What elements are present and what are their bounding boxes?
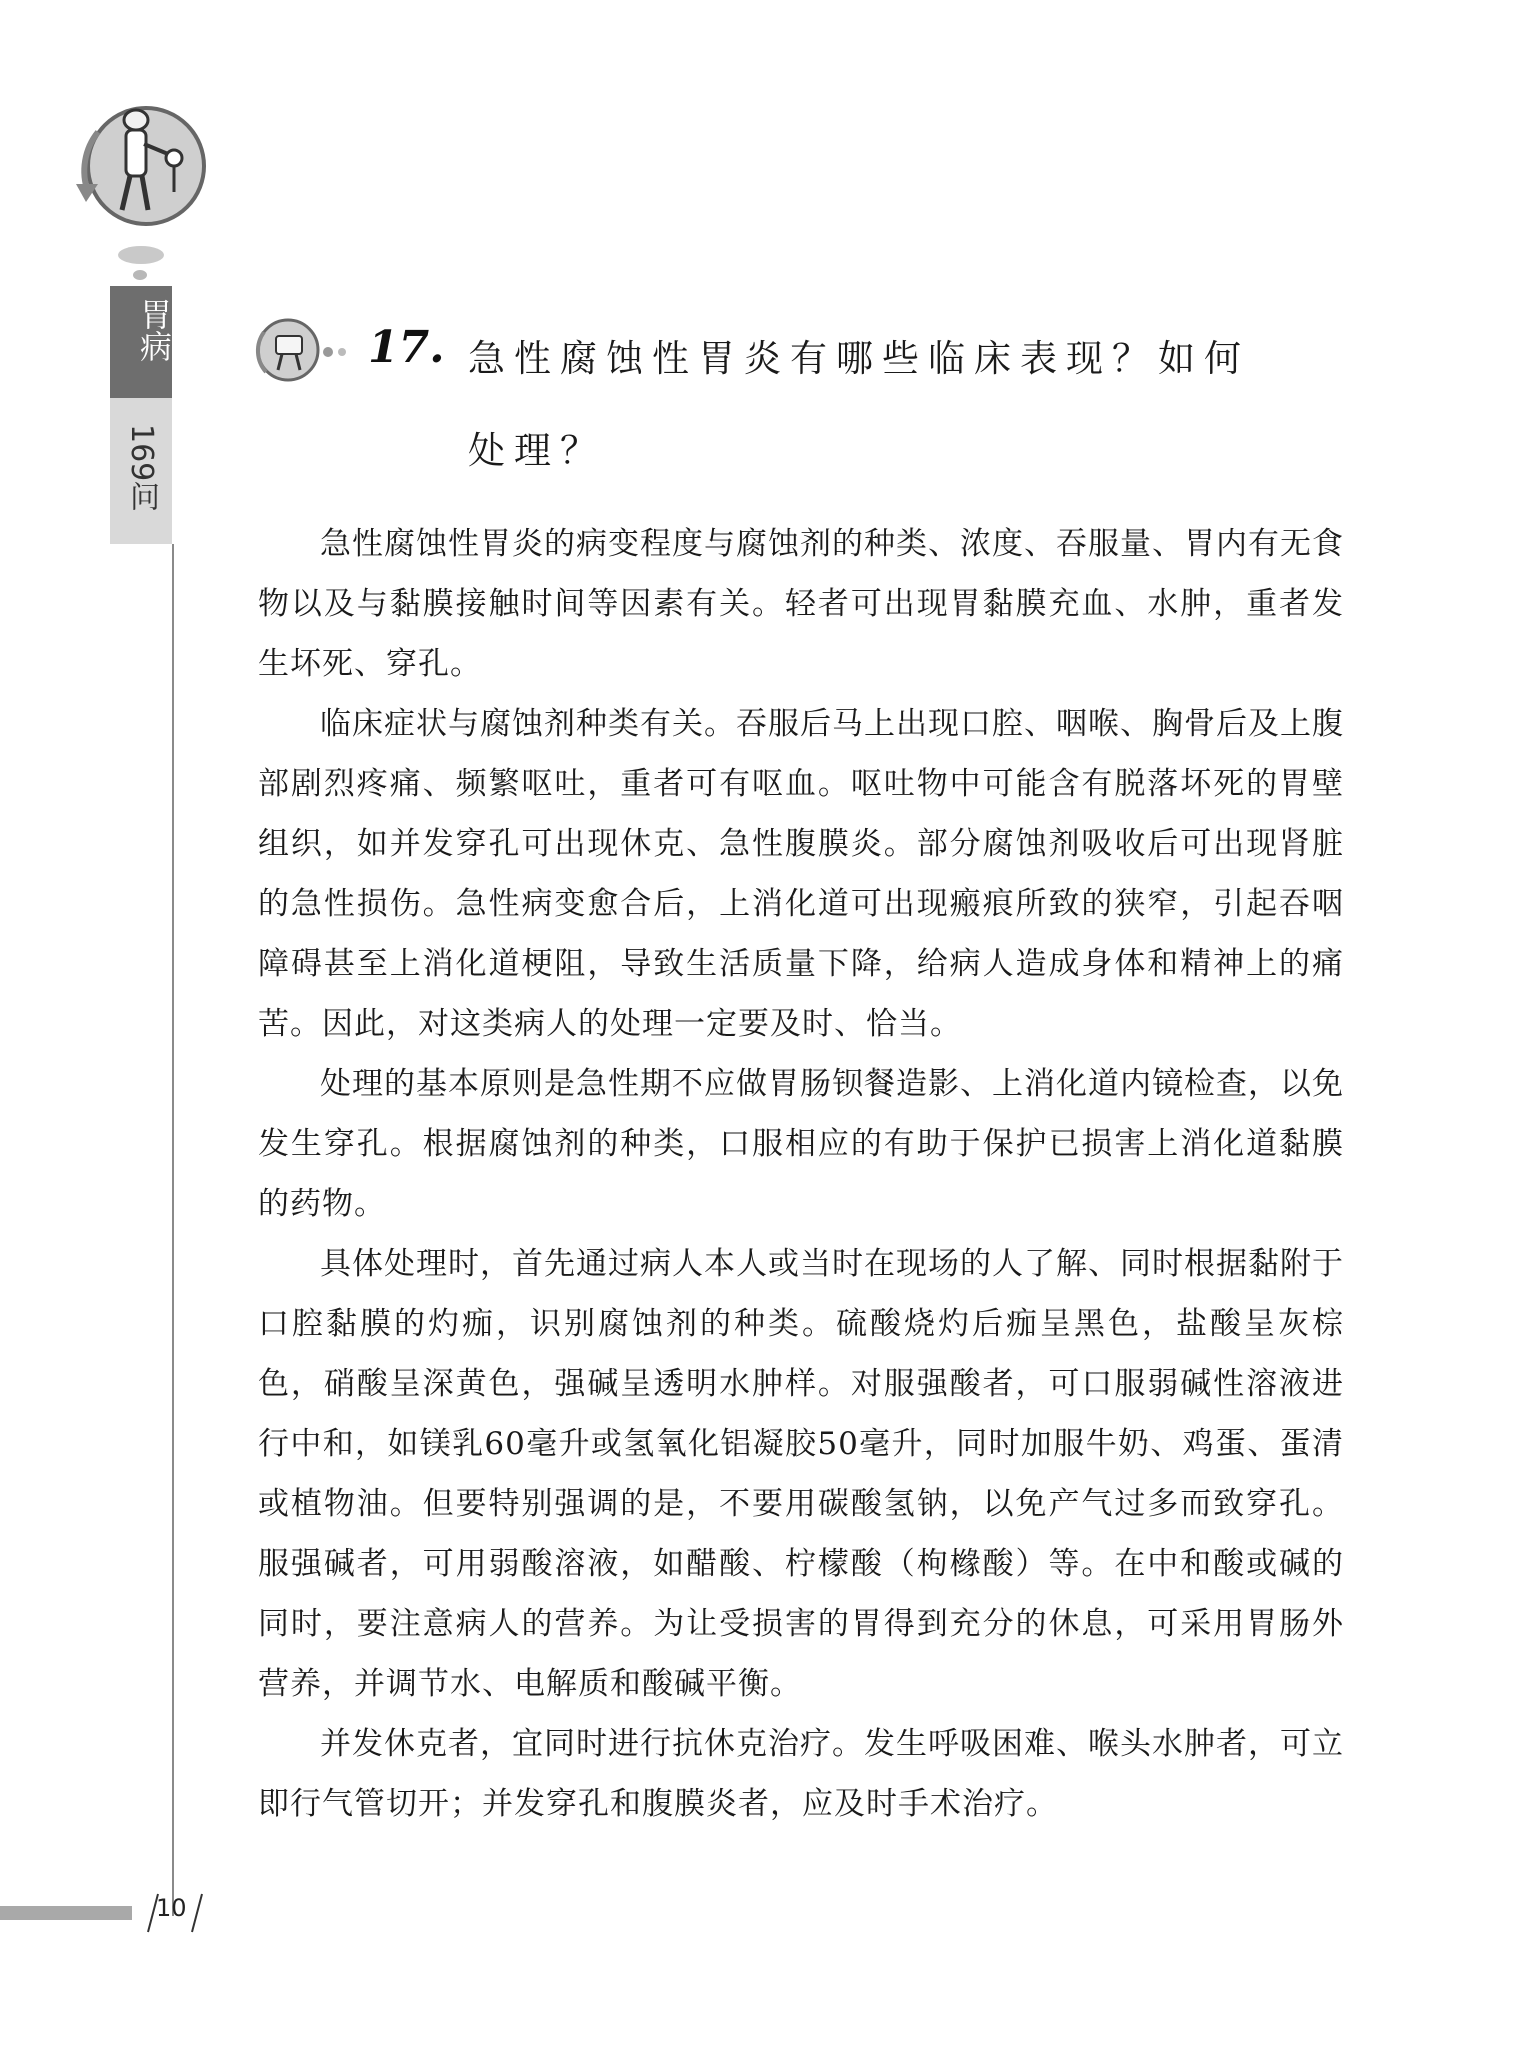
question-title-line-2: 处理？ — [468, 429, 606, 472]
chapter-tab — [110, 286, 172, 398]
question-title-line-1: 急性腐蚀性胃炎有哪些临床表现？如何 — [468, 337, 1250, 380]
answer-body — [258, 514, 1344, 1834]
chapter-tab-title: 胃病 — [135, 298, 173, 362]
mascot-dot — [133, 270, 147, 280]
book-subtitle: 169问 — [124, 424, 159, 512]
footer-bar — [0, 1906, 132, 1920]
page-number: 10 — [156, 1894, 187, 1922]
mascot-shadow — [118, 246, 164, 264]
sidebar-divider — [172, 544, 174, 1916]
book-subtitle-tab — [110, 398, 172, 544]
page-number-block — [130, 1888, 210, 1938]
paragraph: 急性腐蚀性胃炎的病变程度与腐蚀剂的种类、浓度、吞服量、胃内有无食物以及与黏膜接触时间等因素有关。轻者可出现胃黏膜充血、水肿，重者发生坏死、穿孔。 — [258, 526, 1344, 682]
question-number: 17. — [368, 322, 445, 373]
mascot-icon — [68, 92, 218, 242]
paragraph: 临床症状与腐蚀剂种类有关。吞服后马上出现口腔、咽喉、胸骨后及上腹部剧烈疼痛、频繁呕吐，重者可有呕血。呕吐物中可能含有脱落坏死的胃壁组织，如并发穿孔可出现休克、急性腹膜炎。部分腐蚀剂吸收后可出现肾脏的急性损伤。急性病变愈合后，上消化道可出现瘢痕所致的狭窄，引起吞咽障碍甚至上消化道梗阻，导致生活质量下降，给病人造成身体和精神上的痛苦。因此，对这类病人的处理一定要及时、恰当。 — [258, 706, 1344, 1042]
question-mascot-icon — [252, 310, 352, 390]
paragraph: 具体处理时，首先通过病人本人或当时在现场的人了解、同时根据黏附于口腔黏膜的灼痂，识别腐蚀剂的种类。硫酸烧灼后痂呈黑色，盐酸呈灰棕色，硝酸呈深黄色，强碱呈透明水肿样。对服强酸者，可口服弱碱性溶液进行中和，如镁乳60毫升或氢氧化铝凝胶50毫升，同时加服牛奶、鸡蛋、蛋清或植物油。但要特别强调的是，不要用碳酸氢钠，以免产气过多而致穿孔。服强碱者，可用弱酸溶液，如醋酸、柠檬酸（枸橼酸）等。在中和酸或碱的同时，要注意病人的营养。为让受损害的胃得到充分的休息，可采用胃肠外营养，并调节水、电解质和酸碱平衡。 — [258, 1246, 1344, 1702]
paragraph: 处理的基本原则是急性期不应做胃肠钡餐造影、上消化道内镜检查，以免发生穿孔。根据腐蚀剂的种类，口服相应的有助于保护已损害上消化道黏膜的药物。 — [258, 1066, 1344, 1222]
paragraph: 并发休克者，宜同时进行抗休克治疗。发生呼吸困难、喉头水肿者，可立即行气管切开；并发穿孔和腹膜炎者，应及时手术治疗。 — [258, 1726, 1344, 1822]
